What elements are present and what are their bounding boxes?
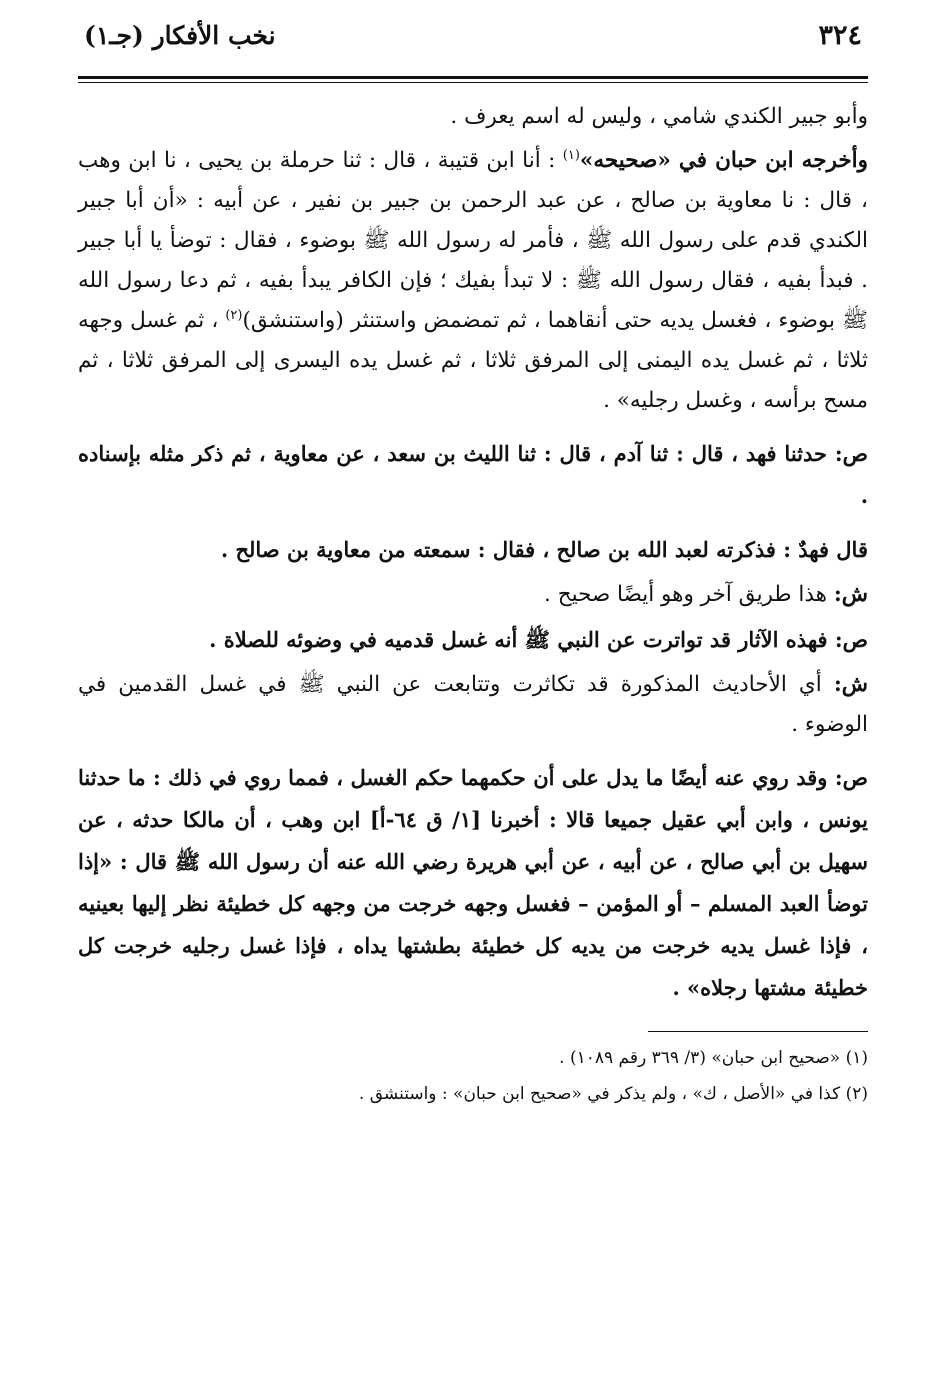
paragraph-8: ص: وقد روي عنه أيضًا ما يدل على أن حكمهما حكم الغسل ، فمما روي في ذلك : ما حدثنا يونس ، وابن أبي عقيل جميعا قالا : أخبرنا [١/ ق ٦٤-أ] ابن وهب ، أن مالكا حدثه ، عن سهيل بن أبي صالح ، عن أبيه ، عن أبي هريرة رضي الله عنه أن رسول الله ﷺ قال : «إذا توضأ العبد المسلم – أو المؤمن – فغسل وجهه خرجت من وجهه كل خطيئة نظر إليها بعينيه ، فإذا غسل يديه خرجت من يديه كل خطيئة بطشتها يداه ، فإذا غسل رجليه خرجت كل خطيئة مشتها رجلاه» . [78, 765, 868, 1000]
footnote-ref-1: (١) [562, 147, 580, 163]
header-rule-thin [78, 82, 868, 83]
section-label: ص: [834, 441, 868, 466]
section-label: ص: [834, 627, 868, 652]
paragraph-2: وأخرجه ابن حبان في «صحيحه»$^{(١)}$ : أنا ابن قتيبة ، قال : ثنا حرملة بن يحيى ، نا ابن وهب ، قال : نا معاوية بن صالح ، عن عبد الرحمن بن جبير بن نفير ، عن أبيه : «أن أبا جبير الكندي قدم على رسول الله ﷺ ، فأمر له رسول الله ﷺ بوضوء ، فقال : توضأ يا أبا جبير . فبدأ بفيه ، فقال رسول الله ﷺ : لا تبدأ بفيك ؛ فإن الكافر يبدأ بفيه ، ثم دعا رسول الله ﷺ بوضوء ، فغسل يديه حتى أنقاهما ، ثم تمضمض واستنثر (واستنشق)$^{(٢)}$ ، ثم غسل وجهه ثلاثا ، ثم غسل يده اليمنى إلى المرفق ثلاثا ، ثم غسل يده اليسرى إلى المرفق ثلاثا ، ثم مسح برأسه ، وغسل رجليه» . [78, 147, 869, 413]
paragraph-7: ش: أي الأحاديث المذكورة قد تكاثرت وتتابعت عن النبي ﷺ في غسل القدمين في الوضوء . [78, 672, 868, 737]
section-label: ص: [834, 765, 868, 790]
book-page [78, 20, 868, 1112]
section-label: ش: [833, 672, 868, 697]
footnotes [78, 1031, 868, 1112]
page-number: ٣٢٤ [818, 20, 862, 51]
paragraph-5: ش: هذا طريق آخر وهو أيضًا صحيح . [544, 582, 868, 607]
main-text [78, 97, 868, 1009]
header-rule-thick [78, 76, 868, 79]
footnote-rule [648, 1031, 868, 1032]
paragraph-3: ص: حدثنا فهد ، قال : ثنا آدم ، قال : ثنا الليث بن سعد ، عن معاوية ، ثم ذكر مثله بإسناده . [78, 441, 868, 508]
footnote-ref-2: (٢) [225, 307, 243, 323]
section-label: ش: [833, 582, 868, 607]
paragraph-6: ص: فهذه الآثار قد تواترت عن النبي ﷺ أنه غسل قدميه في وضوئه للصلاة . [209, 627, 868, 652]
paragraph-4: قال فهدٌ : فذكرته لعبد الله بن صالح ، فقال : سمعته من معاوية بن صالح . [220, 537, 868, 562]
paragraph-1: وأبو جبير الكندي شامي ، وليس له اسم يعرف . [450, 104, 868, 129]
running-title: نخب الأفكار (جـ١) [84, 21, 276, 50]
page-header [78, 20, 868, 72]
footnote-2: (٢) كذا في «الأصل ، ك» ، ولم يذكر في «صحيح ابن حبان» : واستنشق . [358, 1084, 868, 1104]
ibn-hibban-lead: وأخرجه ابن حبان في «صحيحه» [579, 148, 869, 173]
footnote-1: (١) «صحيح ابن حبان» (٣/ ٣٦٩ رقم ١٠٨٩) . [559, 1048, 868, 1068]
